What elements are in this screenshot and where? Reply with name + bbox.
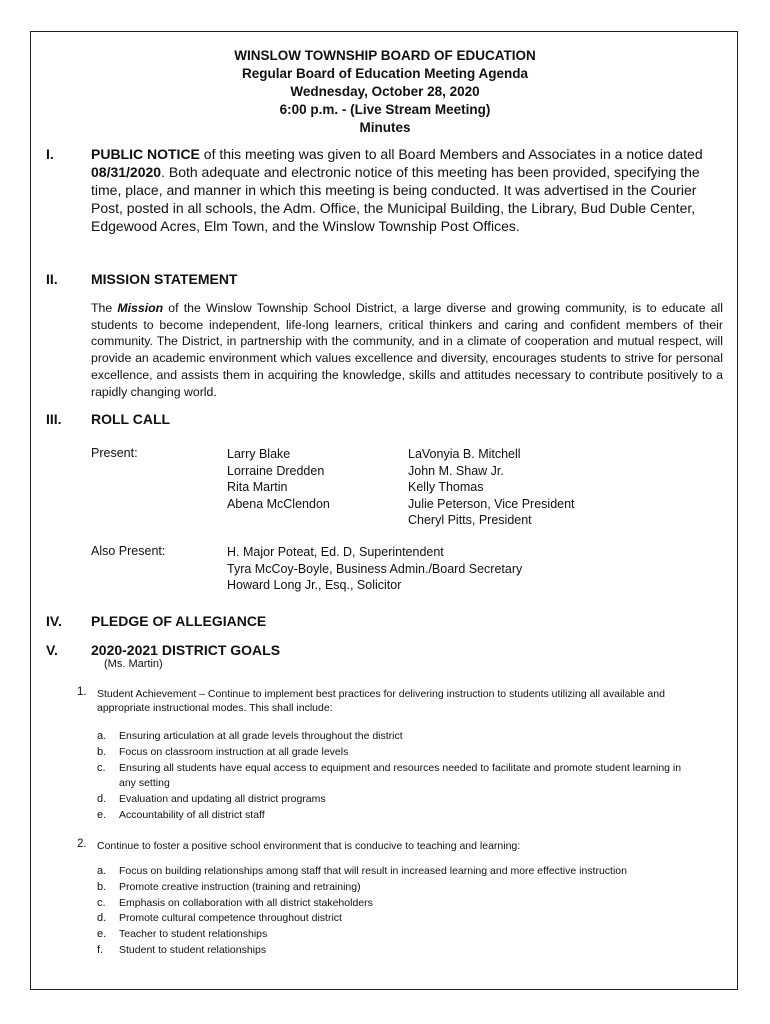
section-number-1: I. (46, 146, 54, 162)
section-number-2: II. (46, 271, 58, 287)
list-item: d. Evaluation and updating all district programs (97, 793, 326, 806)
public-notice-lead: PUBLIC NOTICE (91, 146, 200, 162)
present-column-1 (227, 446, 330, 512)
present-member: Rita Martin (227, 480, 288, 494)
section-number-4: IV. (46, 613, 62, 629)
also-present-list (227, 544, 522, 594)
list-item: c. Ensuring all students have equal access to equipment and resources needed to facilitate and promote student learning in any setting (97, 761, 682, 790)
list-item: b. Promote creative instruction (training and retraining) (97, 880, 361, 893)
list-item: c. Emphasis on collaboration with all district stakeholders (97, 896, 373, 909)
list-item: d. Promote cultural competence throughout district (97, 912, 342, 925)
public-notice-paragraph (91, 145, 721, 235)
present-member: LaVonyia B. Mitchell (408, 447, 521, 461)
section-number-3: III. (46, 411, 62, 427)
meeting-time: 6:00 p.m. - (Live Stream Meeting) (279, 102, 491, 117)
also-present-member: Tyra McCoy-Boyle, Business Admin./Board Secretary (227, 561, 523, 576)
list-item: e. Teacher to student relationships (97, 928, 268, 941)
also-present-label: Also Present: (91, 544, 166, 558)
public-notice-text-a: of this meeting was given to all Board Members and Associates in a notice dated (199, 146, 703, 162)
goal-2-items (97, 864, 697, 959)
present-member: Cheryl Pitts, President (408, 513, 532, 527)
meeting-type: Regular Board of Education Meeting Agenda (241, 66, 529, 81)
section-number-5: V. (46, 642, 58, 658)
goal-1-items (97, 729, 697, 824)
present-member: John M. Shaw Jr. (408, 463, 504, 478)
present-member: Kelly Thomas (408, 480, 484, 494)
list-item: a. Ensuring articulation at all grade levels throughout the district (97, 730, 403, 742)
mission-text-a: The (91, 301, 118, 315)
present-member: Larry Blake (227, 447, 291, 461)
section-title-pledge: PLEDGE OF ALLEGIANCE (91, 613, 267, 629)
section-title-roll-call: ROLL CALL (91, 411, 171, 427)
also-present-member: Howard Long Jr., Esq., Solicitor (227, 578, 402, 592)
goal-2-text: Continue to foster a positive school environment that is conducive to teaching and learning: (97, 840, 521, 852)
goal-1-text: Student Achievement – Continue to implement best practices for delivering instruction to students utilizing all available and appropriate instructional modes. This shall include: (97, 688, 665, 714)
presenter-note: (Ms. Martin) (104, 658, 163, 670)
section-title-mission: MISSION STATEMENT (91, 271, 238, 287)
present-member: Julie Peterson, Vice President (408, 496, 575, 511)
public-notice-text-b: . Both adequate and electronic notice of this meeting has been provided, specifying the time, place, and manner in which this meeting is being conducted. It was advertised in the Courier Post, posted in all schools, the Adm. Office, the Municipal Building, the Library, Bud Duble Center, Edgewood Acres, Elm Town, and the Winslow Township Post Offices. (91, 164, 700, 234)
list-item: e. Accountability of all district staff (97, 808, 265, 821)
mission-paragraph (91, 300, 723, 400)
present-member: Lorraine Dredden (227, 463, 325, 478)
present-column-2 (408, 446, 575, 529)
also-present-member: H. Major Poteat, Ed. D, Superintendent (227, 545, 444, 559)
present-label: Present: (91, 446, 138, 460)
section-title-district-goals: 2020-2021 DISTRICT GOALS (91, 642, 281, 658)
meeting-date: Wednesday, October 28, 2020 (290, 84, 480, 99)
document-header (0, 47, 770, 137)
notice-date: 08/31/2020 (91, 164, 162, 180)
present-member: Abena McClendon (227, 496, 330, 511)
document-type: Minutes (359, 120, 411, 135)
goal-number-1: 1. (77, 686, 87, 698)
org-name: WINSLOW TOWNSHIP BOARD OF EDUCATION (234, 48, 536, 63)
list-item: b. Focus on classroom instruction at all grade levels (97, 745, 349, 758)
list-item: a. Focus on building relationships among staff that will result in increased learning and more effective instruction (97, 865, 627, 877)
list-item: f. Student to student relationships (97, 943, 267, 956)
mission-text-b: of the Winslow Township School District, a large diverse and growing community, is to educate all students to become independent, life-long learners, critical thinkers and caring and confident members of their community. The District, in partnership with the community, and in a climate of cooperation and mutual respect, will provide an academic environment which values excellence and diversity, encourages students to strive for personal excellence, and assists them in acquiring the knowledge, skills and attitudes necessary to contribute positively to a rapidly changing world. (91, 301, 723, 399)
goal-number-2: 2. (77, 838, 87, 850)
mission-bold-word: Mission (117, 301, 164, 315)
